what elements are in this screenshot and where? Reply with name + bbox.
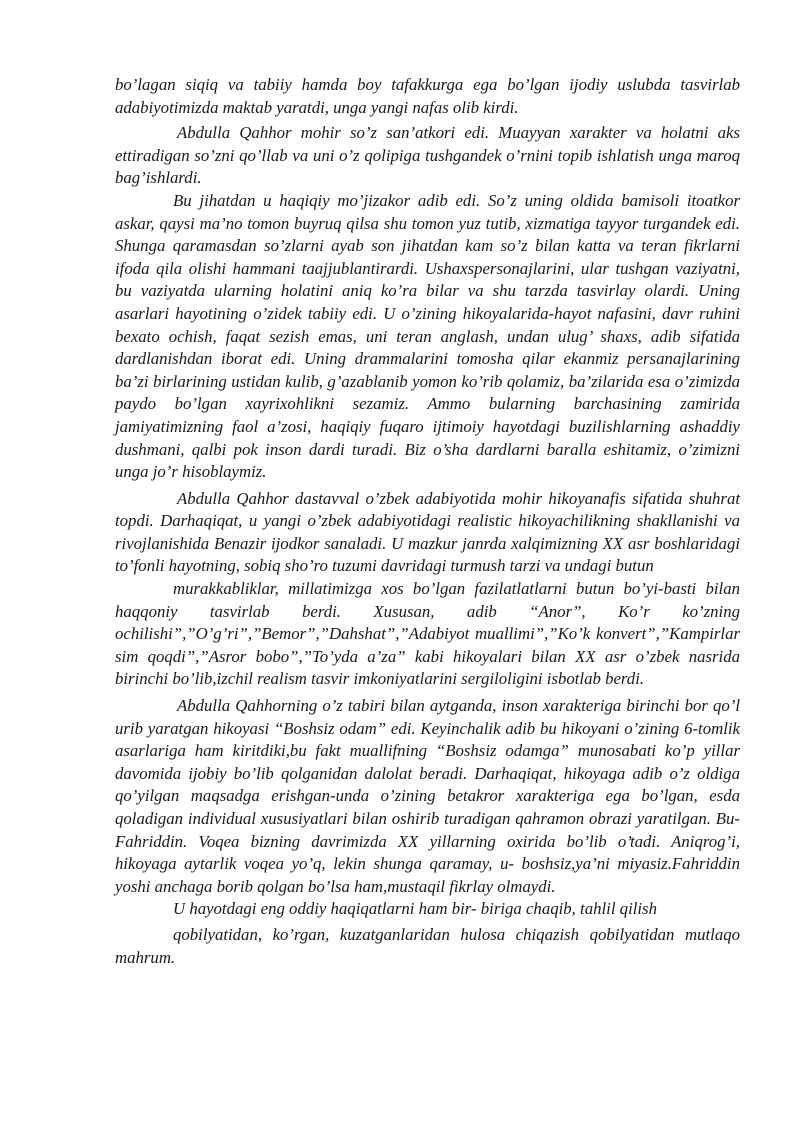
- paragraph-5: murakkabliklar, millatimizga xos bo’lgan fazilatlatlarni butun bo’yi-basti bilan haqqoniy tasvirlab berdi. Xususan, adib “Anor”, Ko’r ko’zning ochilishi”,”O’g’ri”,”Bemor”,”Dahshat”,”Adabiyot muallimi”,”Ko’k konvert”,”Kampirlar sim qoqdi”,”Asror bobo”,”To’yda a’za” kabi hikoyalari bilan XX asr o’zbek nasrida birinchi bo’lib,izchil realism tasvir imkoniyatlarini sergiloligini isbotlab berdi.: [115, 579, 740, 689]
- paragraph-3: Bu jihatdan u haqiqiy mo’jizakor adib edi. So’z uning oldida bamisoli itoatkor askar, qaysi ma’no tomon buyruq qilsa shu tomon yuz tutib, xizmatiga tayyor turgandek edi. Shunga qaramasdan so’zlarni ayab son jihatdan kam so’z bilan katta va teran fikrlarni ifoda qila olishi hammani taajjublantirardi. Ushaxspersonajlarini, ular tushgan vaziyatni, bu vaziyatda ularning holatini aniq ko’ra bilar va shu tarzda tasvirlay olardi. Uning asarlari hayotining o’zidek tabiiy edi. U o’zining hikoyalarida-hayot nafasini, davr ruhini bexato ochish, faqat sezish emas, uni teran anglash, undan ulug’ shaxs, adib sifatida dardlanishdan iborat edi. Uning drammalarini tomosha qilar ekanmiz persanajlarining ba’zi birlarining ustidan kulib, g’azablanib yomon ko’rib qolamiz, ba’zilarida esa o’zimizda paydo bo’lgan xayrixohlikni sezamiz. Ammo bularning barchasining zamirida jamiyatimizning faol a’zosi, haqiqiy fuqaro ijtimoiy hayotdagi buzilishlarning ashaddiy dushmani, qalbi pok inson dardi turadi. Biz o’sha dardlarni baralla eshitamiz, o’zimizni unga jo’r hisoblaymiz.: [115, 190, 740, 482]
- paragraph-4: Abdulla Qahhor dastavval o’zbek adabiyotida mohir hikoyanafis sifatida shuhrat topdi. Darhaqiqat, u yangi o’zbek adabiyotidagi realistic hikoyachilikning shakllanishi va rivojlanishida Benazir ijodkor sanaladi. U mazkur janrda xalqimizning XX asr boshlaridagi to’fonli hayotning, sobiq sho’ro tuzumi davridagi turmush tarzi va undagi butun: [115, 488, 740, 576]
- paragraph-2: Abdulla Qahhor mohir so’z san’atkori edi. Muayyan xarakter va holatni aks ettiradigan so’zni qo’llab va uni o’z qolipiga tushgandek o’rnini topib ishlatish unga maroq bag’ishlardi.: [115, 123, 740, 188]
- document-page: [115, 74, 740, 969]
- paragraph-7: U hayotdagi eng oddiy haqiqatlarni ham bir- biriga chaqib, tahlil qilish: [173, 899, 657, 919]
- paragraph-8: qobilyatidan, ko’rgan, kuzatganlaridan hulosa chiqazish qobilyatidan mutlaqo mahrum.: [115, 924, 740, 967]
- paragraph-1: bo’lagan siqiq va tabiiy hamda boy tafakkurga ega bo’lgan ijodiy uslubda tasvirlab adabiyotimizda maktab yaratdi, unga yangi nafas olib kirdi.: [115, 75, 740, 117]
- paragraph-6: Abdulla Qahhorning o’z tabiri bilan aytganda, inson xarakteriga birinchi bor qo’l urib yaratgan hikoyasi “Boshsiz odam” edi. Keyinchalik adib bu hikoyani o’zining 6-tomlik asarlariga ham kiritdiki,bu fakt muallifning “Boshsiz odamga” munosabati ko’p yillar davomida ijobiy bo’lib qolganidan dalolat beradi. Darhaqiqat, hikoyaga adib o’z oldiga qo’yilgan maqsadga erishgan-unda o’zining betakror xarakteriga ega bo’lgan, esda qoladigan individual xususiyatlari bilan oshirib turadigan qahramon obrazi yaratilgan. Bu-Fahriddin. Voqea bizning davrimizda XX yillarning oxirida bo’lib o’tadi. Aniqrog’i, hikoyaga aytarlik voqea yo’q, lekin shunga qaramay, u- boshsiz,ya’ni miyasiz.Fahriddin yoshi anchaga borib qolgan bo’lsa ham,mustaqil fikrlay olmaydi.: [115, 696, 740, 896]
